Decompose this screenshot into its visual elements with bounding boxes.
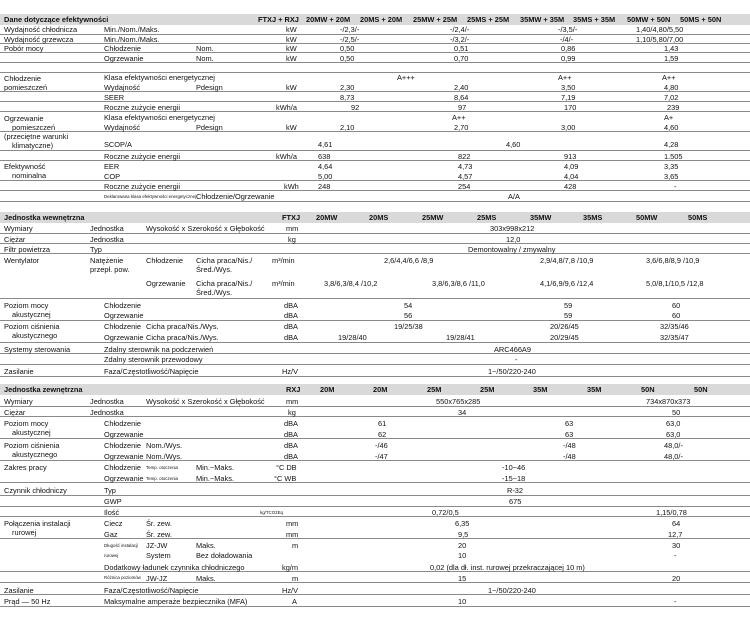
row-sublabel: Jednostka [90,397,124,406]
cell-value: 170 [564,103,577,112]
row-sublabel: Typ [104,486,116,495]
section-header-outdoor [0,384,750,395]
header-col: 20M [373,385,388,394]
cell-value: 1~/50/220-240 [488,586,536,595]
row-sublabel: Dodatkowy ładunek czynnika chłodniczego [104,563,245,572]
cell-value: 48,0/- [664,441,683,450]
cell-value: 4,60 [664,123,679,132]
header-col: 35MW [530,213,552,222]
row-unit: kW [286,25,297,34]
cell-value: 5,0/8,1/10,5 /12,8 [646,279,704,288]
cell-value: -/2,5/- [340,35,360,44]
row-sublabel: Ogrzewanie [104,474,144,483]
row-unit: Hz/V [282,586,299,595]
row-unit: m³/min [272,256,295,265]
cell-value: 1,59 [664,54,679,63]
row-sublabel: przepł. pow. [90,265,130,274]
header-col: 50MS [688,213,708,222]
cell-value: -/3,2/- [450,35,470,44]
cell-value: 92 [351,103,360,112]
row-sublabel: Temp. otoczenia [146,476,178,481]
cell-value: 7,19 [561,93,576,102]
cell-value: 4,80 [664,83,679,92]
cell-value: 48,0/- [664,452,683,461]
cell-value: 30 [672,541,681,550]
cell-value: 20 [672,574,681,583]
row-label: (przeciętne warunki [4,132,69,141]
cell-value: 63,0 [666,419,681,428]
cell-value: 0,99 [561,54,576,63]
cell-value: 1,43 [664,44,679,53]
cell-value: 1,10/5,80/7,00 [636,35,684,44]
row-sublabel: Ogrzewanie [146,279,186,288]
cell-value: 97 [458,103,467,112]
cell-value: 1,15/0,78 [656,508,687,517]
row-unit: m [292,574,299,583]
cell-value: - [674,551,677,560]
row-unit: Hz/V [282,367,299,376]
section-header-efficiency [0,14,750,25]
row-unit: kW [286,44,297,53]
row-label: Filtr powietrza [4,245,50,254]
cell-value: 19/28/40 [338,333,367,342]
cell-value: - [674,597,677,606]
row-unit: dBA [284,441,298,450]
row-label: Zasilanie [4,367,34,376]
row-sublabel: Ogrzewanie [104,54,144,63]
header-col: 25M [427,385,442,394]
row-sublabel: Klasa efektywności energetycznej [104,73,215,82]
row-sublabel: Długość instalacji [104,543,138,548]
row-sublabel: Chłodzenie [104,419,141,428]
cell-value: 8,73 [340,93,355,102]
row-unit: kWh/a [276,152,297,161]
cell-value: 1.505 [664,152,683,161]
cell-value: 62 [378,430,387,439]
cell-value: 19/25/38 [394,322,423,331]
cell-value: 4,64 [318,162,333,171]
cell-value: 20/29/45 [550,333,579,342]
row-label: Połączenia instalacji [4,519,71,528]
row-label: pomieszczeń [12,123,56,132]
cell-value: 12,7 [668,530,683,539]
row-unit: dBA [284,311,298,320]
row-sublabel: Deklarowana klasa efektywności energetycznej [104,194,197,199]
row-label: Wydajność chłodnicza [4,25,78,34]
row-sublabel: Chłodzenie [104,463,141,472]
row-label: Wymiary [4,397,33,406]
row-sublabel: Maksymalne amperaże bezpiecznika (MFA) [104,597,248,606]
row-unit: kW [286,83,297,92]
row-sublabel: System [146,551,171,560]
cell-value: 2,6/4,4/6,6 /8,9 [384,256,434,265]
row-label: Zasilanie [4,586,34,595]
section-header-indoor [0,212,750,223]
row-label: Wydajność grzewcza [4,35,74,44]
row-sublabel: Ogrzewanie [104,452,144,461]
row-unit: kWh [284,182,299,191]
cell-value: 61 [378,419,387,428]
cell-value: 59 [564,301,573,310]
cell-value: 32/35/46 [660,322,689,331]
header-col: 25MW [422,213,444,222]
row-label: Poziom mocy [4,301,49,310]
header-model: RXJ [286,385,301,394]
cell-value: 34 [458,408,467,417]
header-col: 35MW + 35M [520,15,565,24]
cell-value: 254 [458,182,471,191]
header-col: 20MW [316,213,338,222]
row-unit: m³/min [272,279,295,288]
header-col: 20MS [369,213,389,222]
row-sublabel: Pdesign [196,83,223,92]
header-model: FTXJ + RXJ [258,15,299,24]
cell-value: Demontowalny / zmywalny [468,245,556,254]
row-unit: °C DB [276,463,297,472]
row-label: Czynnik chłodniczy [4,486,67,495]
cell-value: A/A [508,192,520,201]
row-sublabel: Chłodzenie [146,256,183,265]
row-unit: dBA [284,322,298,331]
cell-value: -/48 [563,441,576,450]
cell-value: 2,10 [340,123,355,132]
row-sublabel: SEER [104,93,125,102]
row-unit: kg/m [282,563,299,572]
row-label: klimatyczne) [12,141,54,150]
row-label: Prąd — 50 Hz [4,597,51,606]
cell-value: 3,00 [561,123,576,132]
cell-value: -/4/- [560,35,574,44]
row-label: rurowej [12,528,37,537]
cell-value: -15~18 [502,474,526,483]
row-sublabel: Wysokość x Szerokość x Głębokość [146,397,265,406]
cell-value: A++ [662,73,676,82]
row-sublabel: Cicha praca/Nis./ [196,279,253,288]
cell-value: 50 [672,408,681,417]
row-sublabel: Roczne zużycie energii [104,103,180,112]
row-label: akustycznego [12,331,58,340]
row-unit: °C WB [274,474,297,483]
header-title: Dane dotyczące efektywności [4,15,109,24]
cell-value: 3,8/6,3/8,4 /10,2 [324,279,378,288]
row-unit: kW [286,54,297,63]
row-label: Systemy sterowania [4,345,71,354]
cell-value: -10~46 [502,463,526,472]
cell-value: 675 [509,497,522,506]
cell-value: 550x765x285 [436,397,481,406]
row-unit: kg [288,235,296,244]
cell-value: 54 [404,301,413,310]
row-sublabel: JZ-JW [146,541,168,550]
row-sublabel: Natężenie [90,256,124,265]
cell-value: 7,02 [664,93,679,102]
cell-value: 64 [672,519,681,528]
row-label: Ciężar [4,235,26,244]
row-label: nominalna [12,171,47,180]
cell-value: 6,35 [455,519,470,528]
row-sublabel: Zdalny sterownik przewodowy [104,355,203,364]
cell-value: A+++ [397,73,415,82]
row-unit: dBA [284,301,298,310]
header-col: 20MS + 20M [360,15,403,24]
row-sublabel: Śr. zew. [146,530,172,539]
cell-value: 5,00 [318,172,333,181]
row-sublabel: Zdalny sterownik na podczerwień [104,345,214,354]
row-unit: kW [286,123,297,132]
row-label: Ogrzewanie [4,114,44,123]
cell-value: 3,6/6,8/8,9 /10,9 [646,256,700,265]
cell-value: 239 [667,103,680,112]
cell-value: 0,72/0,5 [432,508,459,517]
cell-value: A+ [664,113,674,122]
row-sublabel: Jednostka [90,235,124,244]
header-col: 25MS [477,213,497,222]
row-sublabel: Śred./Wys. [196,265,233,274]
cell-value: 4,28 [664,140,679,149]
row-sublabel: Chłodzenie [104,322,141,331]
cell-value: -/3,5/- [558,25,578,34]
cell-value: ARC466A9 [494,345,531,354]
cell-value: 4,04 [564,172,579,181]
row-sublabel: Min.~Maks. [196,474,234,483]
cell-value: 63,0 [666,430,681,439]
cell-value: 913 [564,152,577,161]
cell-value: 1,40/4,80/5,50 [636,25,684,34]
cell-value: 0,50 [340,44,355,53]
cell-value: 19/28/41 [446,333,475,342]
cell-value: 638 [318,152,331,161]
cell-value: 4,57 [458,172,473,181]
cell-value: -/46 [375,441,388,450]
row-sublabel: Roczne zużycie energii [104,182,180,191]
row-unit: dBA [284,430,298,439]
row-label: Poziom mocy [4,419,49,428]
row-sublabel: Min./Nom./Maks. [104,25,160,34]
cell-value: 2,9/4,8/7,8 /10,9 [540,256,594,265]
header-col: 35M [587,385,602,394]
row-sublabel: Cicha praca/Nis./Wys. [146,333,219,342]
cell-value: 3,35 [664,162,679,171]
row-sublabel: Pdesign [196,123,223,132]
header-col: 20M [320,385,335,394]
cell-value: 4,61 [318,140,333,149]
row-unit: mm [286,397,299,406]
header-model: FTXJ [282,213,301,222]
row-sublabel: Klasa efektywności energetycznej [104,113,215,122]
row-sublabel: Nom./Wys. [146,452,183,461]
header-col: 50N [641,385,655,394]
cell-value: 0,86 [561,44,576,53]
row-unit: kg/TCO2Eq [260,510,283,515]
cell-value: 428 [564,182,577,191]
row-sublabel: Wydajność [104,83,141,92]
header-col: 35MS [583,213,603,222]
row-label: Ciężar [4,408,26,417]
row-sublabel: Śred./Wys. [196,288,233,297]
row-unit: dBA [284,419,298,428]
cell-value: - [674,182,677,191]
header-title: Jednostka zewnętrzna [4,385,83,394]
cell-value: A++ [452,113,466,122]
cell-value: R-32 [507,486,524,495]
cell-value: 0,51 [454,44,469,53]
header-col: 25MS + 25M [467,15,510,24]
row-label: Chłodzenie [4,74,41,83]
header-col: 25MW + 25M [413,15,458,24]
row-sublabel: Cicha praca/Nis./ [196,256,253,265]
cell-value: 4,1/6,9/9,6 /12,4 [540,279,594,288]
cell-value: 4,09 [564,162,579,171]
cell-value: 4,60 [506,140,521,149]
cell-value: 60 [672,311,681,320]
header-col: 25M [480,385,495,394]
row-sublabel: Chłodzenie [104,44,141,53]
cell-value: 59 [564,311,573,320]
cell-value: -/48 [563,452,576,461]
cell-value: 1~/50/220-240 [488,367,536,376]
row-sublabel: Cicha praca/Nis./Wys. [146,322,219,331]
row-unit: mm [286,519,299,528]
row-label: Poziom ciśnienia [4,322,60,331]
row-unit: mm [286,530,299,539]
cell-value: A++ [558,73,572,82]
row-unit: mm [286,224,299,233]
row-sublabel: Temp. otoczenia [146,465,178,470]
row-sublabel: Chłodzenie/Ogrzewanie [196,192,275,201]
header-col: 20MW + 20M [306,15,351,24]
cell-value: -/47 [375,452,388,461]
row-sublabel: Chłodzenie [104,441,141,450]
row-sublabel: EER [104,162,120,171]
row-unit: dBA [284,452,298,461]
row-sublabel: Roczne zużycie energii [104,152,180,161]
row-unit: m [292,541,299,550]
row-sublabel: Faza/Częstotliwość/Napięcie [104,367,199,376]
cell-value: 3,50 [561,83,576,92]
row-sublabel: Ogrzewanie [104,430,144,439]
row-sublabel: Min./Nom./Maks. [104,35,160,44]
cell-value: 63 [565,419,574,428]
row-label: akustycznej [12,310,51,319]
row-sublabel: COP [104,172,121,181]
row-sublabel: Ciecz [104,519,123,528]
row-sublabel: Nom. [196,54,214,63]
row-label: akustycznego [12,450,58,459]
cell-value: -/2,3/- [340,25,360,34]
row-sublabel: Jednostka [90,224,124,233]
cell-value: 20/26/45 [550,322,579,331]
row-sublabel: Wysokość x Szerokość x Głębokość [146,224,265,233]
header-title: Jednostka wewnętrzna [4,213,85,222]
row-sublabel: Chłodzenie [104,301,141,310]
row-sublabel: Faza/Częstotliwość/Napięcie [104,586,199,595]
cell-value: 10 [458,597,467,606]
row-unit: A [292,597,297,606]
row-sublabel: GWP [104,497,122,506]
cell-value: 822 [458,152,471,161]
row-label: akustycznej [12,428,51,437]
cell-value: 63 [565,430,574,439]
row-unit: dBA [284,333,298,342]
cell-value: 2,70 [454,123,469,132]
cell-value: 3,65 [664,172,679,181]
header-col: 50MS + 50N [680,15,722,24]
row-sublabel: rurowej [104,553,119,558]
row-label: Poziom ciśnienia [4,441,60,450]
row-sublabel: JW-JZ [146,574,168,583]
row-unit: kg [288,408,296,417]
row-sublabel: Ogrzewanie [104,311,144,320]
row-sublabel: Śr. zew. [146,519,172,528]
row-sublabel: Min.~Maks. [196,463,234,472]
row-sublabel: Ogrzewanie [104,333,144,342]
header-col: 35MS + 35M [573,15,616,24]
row-unit: kW [286,35,297,44]
cell-value: 8,64 [454,93,469,102]
header-col: 35M [533,385,548,394]
cell-value: -/2,4/- [450,25,470,34]
row-sublabel: Nom. [196,44,214,53]
cell-value: 0,50 [340,54,355,63]
cell-value: 303x998x212 [490,224,535,233]
header-col: 50N [694,385,708,394]
cell-value: - [515,355,518,364]
row-unit: kWh/a [276,103,297,112]
row-sublabel: Wydajność [104,123,141,132]
cell-value: 15 [458,574,467,583]
row-sublabel: Różnica poziomów [104,575,141,580]
row-label: Wymiary [4,224,33,233]
row-label: Efektywność [4,162,46,171]
cell-value: 3,8/6,3/8,6 /11,0 [432,279,485,288]
row-sublabel: Typ [90,245,102,254]
row-sublabel: Nom./Wys. [146,441,183,450]
cell-value: 20 [458,541,467,550]
header-col: 50MW + 50N [627,15,671,24]
cell-value: 0,02 (dla dł. inst. rurowej przekraczającej 10 m) [430,563,585,572]
cell-value: 56 [404,311,413,320]
cell-value: 2,40 [454,83,469,92]
cell-value: 32/35/47 [660,333,689,342]
cell-value: 734x870x373 [646,397,691,406]
row-label: pomieszczeń [4,83,48,92]
cell-value: 60 [672,301,681,310]
cell-value: 2,30 [340,83,355,92]
row-label: Wentylator [4,256,40,265]
header-col: 50MW [636,213,658,222]
cell-value: 4,73 [458,162,473,171]
row-sublabel: Ilość [104,508,120,517]
cell-value: 0,70 [454,54,469,63]
row-sublabel: Maks. [196,541,216,550]
cell-value: 10 [458,551,467,560]
cell-value: 12,0 [506,235,521,244]
cell-value: 9,5 [458,530,469,539]
row-sublabel: Maks. [196,574,216,583]
row-label: Zakres pracy [4,463,47,472]
row-label: Pobór mocy [4,44,44,53]
row-sublabel: Gaz [104,530,118,539]
row-sublabel: Jednostka [90,408,124,417]
cell-value: 248 [318,182,331,191]
row-sublabel: SCOP/A [104,140,132,149]
row-sublabel: Bez doładowania [196,551,253,560]
